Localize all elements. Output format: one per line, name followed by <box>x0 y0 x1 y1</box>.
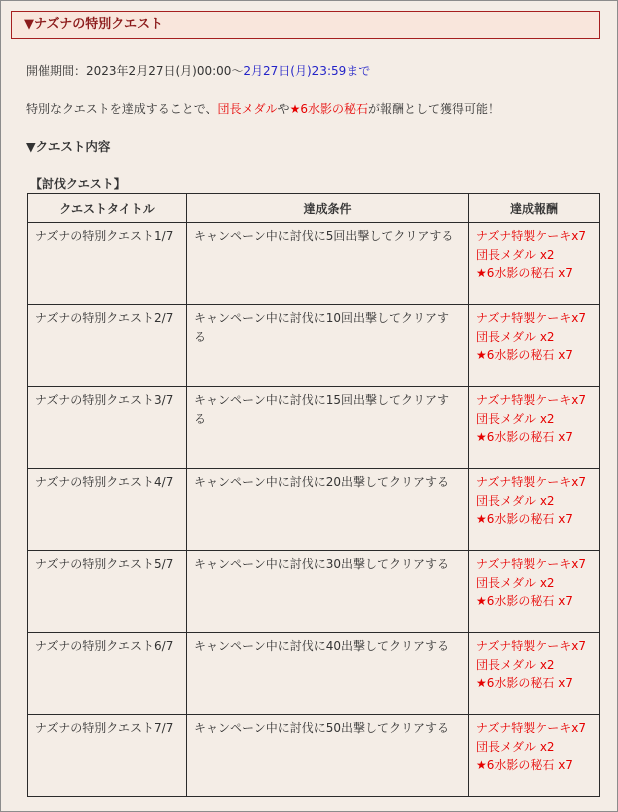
reward-cake: ナズナ特製ケーキx7 <box>476 639 587 653</box>
reward-medal: 団長メダル x2 <box>476 329 555 344</box>
period-label: 開催期間： <box>26 64 87 78</box>
quest-reward <box>469 223 600 305</box>
desc-mid: や <box>277 102 290 116</box>
table-row <box>28 469 600 551</box>
reward-cake: ナズナ特製ケーキx7 <box>476 311 587 325</box>
quest-reward <box>469 715 600 797</box>
reward-stone: ★6水影の秘石 x7 <box>476 676 573 690</box>
period-end: 2月27日(月)23:59まで <box>243 64 371 78</box>
reward-medal: 団長メダル x2 <box>476 739 555 754</box>
header-condition: 達成条件 <box>187 194 469 223</box>
reward-cake: ナズナ特製ケーキx7 <box>476 557 587 571</box>
event-description <box>26 100 500 117</box>
desc-after: が報酬として獲得可能！ <box>367 102 500 116</box>
subsection-title: 【討伐クエスト】 <box>30 177 126 191</box>
reward-cake: ナズナ特製ケーキx7 <box>476 721 587 735</box>
quest-reward <box>469 469 600 551</box>
table-row <box>28 551 600 633</box>
quest-reward <box>469 633 600 715</box>
quest-condition: キャンペーン中に討伐に10回出撃してクリアする <box>187 305 469 387</box>
reward-stone: ★6水影の秘石 x7 <box>476 594 573 608</box>
reward-stone: ★6水影の秘石 x7 <box>476 512 573 526</box>
reward-medal: 団長メダル x2 <box>476 493 555 508</box>
desc-before: 特別なクエストを達成することで、 <box>26 102 218 116</box>
reward-cake: ナズナ特製ケーキx7 <box>476 229 587 243</box>
table-header-row <box>28 194 600 223</box>
quest-title: ナズナの特別クエスト4/7 <box>28 469 187 551</box>
quest-reward <box>469 305 600 387</box>
reward-stone: ★6水影の秘石 x7 <box>476 266 573 280</box>
reward-medal: 団長メダル x2 <box>476 575 555 590</box>
header-quest-title: クエストタイトル <box>28 194 187 223</box>
quest-condition: キャンペーン中に討伐に15回出撃してクリアする <box>187 387 469 469</box>
table-row <box>28 223 600 305</box>
quest-title: ナズナの特別クエスト5/7 <box>28 551 187 633</box>
reward-stone: ★6水影の秘石 x7 <box>476 348 573 362</box>
table-row <box>28 305 600 387</box>
header-reward: 達成報酬 <box>469 194 600 223</box>
quest-condition: キャンペーン中に討伐に50出撃してクリアする <box>187 715 469 797</box>
event-period <box>26 62 370 79</box>
section-title: ▼クエスト内容 <box>26 139 111 154</box>
reward-stone: ★6水影の秘石 x7 <box>476 758 573 772</box>
period-start: 2023年2月27日(月)00:00〜 <box>86 64 244 78</box>
reward-medal: 団長メダル x2 <box>476 247 555 262</box>
quest-reward <box>469 551 600 633</box>
quest-title: ナズナの特別クエスト2/7 <box>28 305 187 387</box>
table-row <box>28 633 600 715</box>
quest-condition: キャンペーン中に討伐に20出撃してクリアする <box>187 469 469 551</box>
reward-cake: ナズナ特製ケーキx7 <box>476 393 587 407</box>
desc-reward-stone: ★6水影の秘石 <box>289 102 368 116</box>
desc-reward-medal: 団長メダル <box>217 102 278 116</box>
table-row <box>28 387 600 469</box>
page-title: ▼ナズナの特別クエスト <box>11 11 600 39</box>
table-row <box>28 715 600 797</box>
quest-title: ナズナの特別クエスト6/7 <box>28 633 187 715</box>
quest-reward <box>469 387 600 469</box>
quest-condition: キャンペーン中に討伐に5回出撃してクリアする <box>187 223 469 305</box>
reward-medal: 団長メダル x2 <box>476 411 555 426</box>
quest-condition: キャンペーン中に討伐に40出撃してクリアする <box>187 633 469 715</box>
quest-title: ナズナの特別クエスト7/7 <box>28 715 187 797</box>
quest-condition: キャンペーン中に討伐に30出撃してクリアする <box>187 551 469 633</box>
quest-title: ナズナの特別クエスト1/7 <box>28 223 187 305</box>
quest-title: ナズナの特別クエスト3/7 <box>28 387 187 469</box>
quest-table <box>27 193 600 797</box>
reward-cake: ナズナ特製ケーキx7 <box>476 475 587 489</box>
reward-medal: 団長メダル x2 <box>476 657 555 672</box>
reward-stone: ★6水影の秘石 x7 <box>476 430 573 444</box>
